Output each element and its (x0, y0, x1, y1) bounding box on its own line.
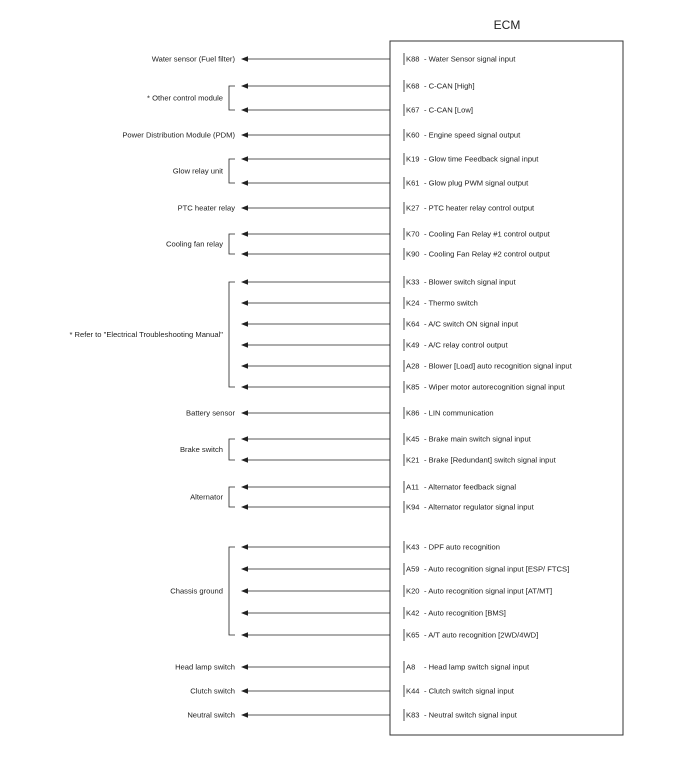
pin-id: K68 (406, 81, 420, 91)
pin-id: K49 (406, 340, 420, 350)
pin-id: K67 (406, 105, 420, 115)
connection-row (241, 585, 552, 597)
pin-id: K83 (406, 710, 420, 720)
signal-name: - Glow plug PWM signal output (424, 178, 529, 188)
signal-name: - Cooling Fan Relay #2 control output (424, 249, 550, 259)
connection-row (241, 80, 475, 92)
device-group (180, 439, 235, 460)
signal-name: - Alternator regulator signal input (424, 502, 534, 512)
arrow-head-icon (241, 83, 248, 89)
ecm-title: ECM (493, 18, 521, 32)
connection-row (241, 501, 535, 513)
device-group (147, 86, 235, 110)
arrow-head-icon (241, 632, 248, 638)
connection-row (241, 709, 518, 721)
device-label: Power Distribution Module (PDM) (122, 130, 235, 140)
pin-id: A28 (406, 361, 420, 371)
arrow-head-icon (241, 384, 248, 390)
signal-name: - Water Sensor signal input (424, 54, 516, 64)
arrow-head-icon (241, 566, 248, 572)
arrow-head-icon (241, 231, 248, 237)
signal-name: - Brake [Redundant] switch signal input (424, 455, 556, 465)
connection-row (241, 202, 535, 214)
connection-row (241, 53, 516, 65)
connection-row (241, 541, 500, 553)
device-label: Clutch switch (190, 686, 235, 696)
device-label: Chassis ground (170, 586, 223, 596)
device-label: Glow relay unit (172, 166, 223, 176)
signal-name: - C-CAN [Low] (424, 105, 473, 115)
connection-row (241, 481, 516, 493)
pin-id: K64 (406, 319, 420, 329)
group-bracket (229, 439, 235, 460)
pin-id: K65 (406, 630, 420, 640)
arrow-head-icon (241, 436, 248, 442)
arrow-head-icon (241, 588, 248, 594)
arrow-head-icon (241, 664, 248, 670)
connection-row (241, 407, 494, 419)
arrow-head-icon (241, 180, 248, 186)
pin-id: K19 (406, 154, 420, 164)
device-group (170, 547, 235, 635)
connection-row (241, 563, 569, 575)
device-label: * Other control module (147, 93, 223, 103)
pin-id: A11 (406, 482, 419, 492)
group-bracket (229, 487, 235, 507)
arrow-head-icon (241, 132, 248, 138)
pin-id: K90 (406, 249, 420, 259)
group-bracket (229, 547, 235, 635)
arrow-head-icon (241, 504, 248, 510)
pin-id: K70 (406, 229, 420, 239)
connection-row (241, 360, 573, 372)
pin-id: K27 (406, 203, 420, 213)
pin-id: A59 (406, 564, 420, 574)
pin-id: K21 (406, 455, 420, 465)
group-bracket (229, 282, 235, 387)
connection-row (241, 318, 519, 330)
arrow-head-icon (241, 156, 248, 162)
arrow-head-icon (241, 321, 248, 327)
signal-name: - Brake main switch signal input (424, 434, 531, 444)
signal-name: - A/C switch ON signal input (424, 319, 519, 329)
connection-row (241, 228, 551, 240)
signal-name: - Glow time Feedback signal input (424, 154, 539, 164)
signal-name: - Blower [Load] auto recognition signal input (424, 361, 572, 371)
arrow-head-icon (241, 251, 248, 257)
signal-name: - LIN communication (424, 408, 494, 418)
arrow-head-icon (241, 457, 248, 463)
connection-row (241, 339, 508, 351)
device-label: Cooling fan relay (166, 239, 223, 249)
pin-id: K61 (406, 178, 420, 188)
pin-id: K60 (406, 130, 420, 140)
device-label: Battery sensor (186, 408, 235, 418)
arrow-head-icon (241, 56, 248, 62)
pin-id: K86 (406, 408, 420, 418)
device-group (152, 55, 236, 64)
device-group (122, 131, 235, 140)
connection-row (241, 248, 551, 260)
connection-row (241, 129, 521, 141)
signal-name: - Thermo switch (424, 298, 478, 308)
device-group (175, 663, 235, 672)
device-label: Brake switch (179, 445, 223, 455)
pin-id: K94 (406, 502, 420, 512)
device-label: Alternator (190, 492, 223, 502)
arrow-head-icon (241, 107, 248, 113)
signal-name: - DPF auto recognition (424, 542, 500, 552)
device-group (173, 159, 235, 183)
connection-row (241, 177, 529, 189)
arrow-head-icon (241, 610, 248, 616)
device-group (190, 687, 235, 696)
connection-row (241, 607, 506, 619)
group-bracket (229, 234, 235, 254)
pin-id: K24 (406, 298, 420, 308)
device-label: Water sensor (Fuel filter) (151, 54, 235, 64)
connection-row (241, 685, 515, 697)
device-group (186, 409, 235, 418)
pin-id: K45 (406, 434, 420, 444)
connection-row (241, 433, 532, 445)
arrow-head-icon (241, 484, 248, 490)
device-group (187, 711, 235, 720)
device-label: PTC heater relay (177, 203, 235, 213)
signal-name: - Auto recognition [BMS] (424, 608, 506, 618)
signal-name: - Wiper motor autorecognition signal input (424, 382, 565, 392)
pin-id: K85 (406, 382, 420, 392)
connection-row (241, 454, 557, 466)
arrow-head-icon (241, 300, 248, 306)
arrow-head-icon (241, 342, 248, 348)
signal-name: - A/T auto recognition [2WD/4WD] (424, 630, 539, 640)
signal-name: - Auto recognition signal input [ESP/ FTCS] (424, 564, 570, 574)
signal-name: - Engine speed signal output (424, 130, 521, 140)
arrow-head-icon (241, 410, 248, 416)
arrow-head-icon (241, 688, 248, 694)
pin-id: A8 (406, 662, 416, 672)
arrow-head-icon (241, 712, 248, 718)
signal-name: - Auto recognition signal input [AT/MT] (424, 586, 553, 596)
pin-id: K44 (406, 686, 420, 696)
pin-id: K42 (406, 608, 420, 618)
signal-name: - A/C relay control output (424, 340, 508, 350)
pin-id: K43 (406, 542, 420, 552)
signal-name: - Clutch switch signal input (424, 686, 514, 696)
connection-row (241, 297, 478, 309)
signal-name: - Head lamp switch signal input (424, 662, 530, 672)
pin-id: K33 (406, 277, 420, 287)
connection-row (241, 381, 565, 393)
device-group (166, 234, 235, 254)
signal-name: - PTC heater relay control output (424, 203, 535, 213)
signal-name: - C-CAN [High] (424, 81, 475, 91)
pin-id: K20 (406, 586, 420, 596)
pin-id: K88 (406, 54, 420, 64)
device-group (190, 487, 235, 507)
device-label: Neutral switch (187, 710, 235, 720)
device-label: * Refer to "Electrical Troubleshooting Manual" (69, 330, 223, 340)
connection-row (241, 104, 473, 116)
arrow-head-icon (241, 544, 248, 550)
connection-row (241, 661, 530, 673)
signal-name: - Alternator feedback signal (424, 482, 517, 492)
device-label: Head lamp switch (175, 662, 235, 672)
arrow-head-icon (241, 279, 248, 285)
group-bracket (229, 86, 235, 110)
group-bracket (229, 159, 235, 183)
device-group (69, 282, 235, 387)
arrow-head-icon (241, 363, 248, 369)
signal-name: - Cooling Fan Relay #1 control output (424, 229, 550, 239)
connection-row (241, 276, 516, 288)
signal-name: - Blower switch signal input (424, 277, 516, 287)
signal-name: - Neutral switch signal input (424, 710, 517, 720)
device-group (178, 204, 236, 213)
arrow-head-icon (241, 205, 248, 211)
